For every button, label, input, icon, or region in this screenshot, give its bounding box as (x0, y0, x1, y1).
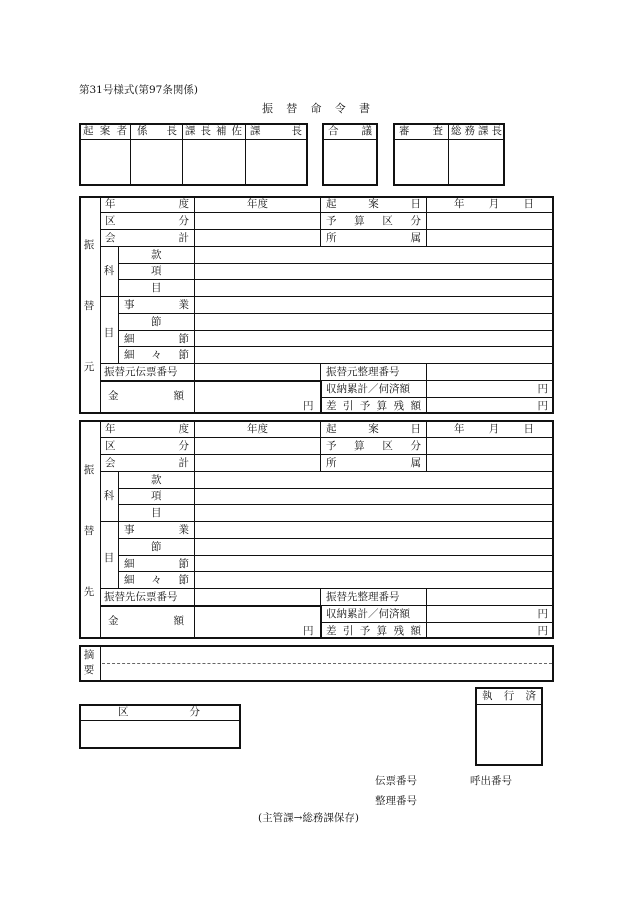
divider (118, 263, 553, 264)
stamp-header-drafter: 起 案 者 (83, 125, 127, 137)
divider (320, 380, 322, 414)
fiscal-year-value: 年度 (247, 423, 268, 435)
date-placeholder: 年 月 日 (454, 198, 534, 210)
divider (100, 246, 553, 247)
title-char: 書 (359, 102, 370, 115)
label-balance: 差 引 予 算 残 額 (326, 625, 421, 637)
label-source-ref-number: 振替元整理番号 (326, 366, 400, 378)
divider (320, 605, 553, 606)
label-moku: 目 (151, 507, 162, 519)
divider (320, 397, 553, 398)
stamp-header-council: 合 議 (328, 125, 372, 137)
yen-unit: 円 (537, 625, 548, 637)
summary-dashed-line (102, 663, 552, 664)
label-kaikei: 会 計 (105, 457, 189, 469)
divider (245, 124, 246, 185)
divider (320, 421, 321, 471)
label-budget-division: 予 算 区 分 (326, 215, 421, 227)
date-placeholder: 年 月 日 (454, 423, 534, 435)
divider (118, 571, 553, 572)
divider (100, 454, 553, 455)
label-setsu: 節 (151, 316, 162, 328)
label-kubun: 区 分 (105, 440, 189, 452)
divider (100, 363, 553, 364)
divider (448, 124, 449, 185)
divider (118, 538, 553, 539)
divider (118, 330, 553, 331)
label-moku: 目 (151, 282, 162, 294)
divider (118, 346, 553, 347)
divider (80, 720, 240, 721)
divider (394, 139, 504, 140)
form-number: 第31号様式(第97条関係) (79, 84, 198, 96)
label-kubun: 区 分 (105, 215, 189, 227)
label-kaikei: 会 計 (105, 232, 189, 244)
divider (320, 622, 553, 623)
label-department: 所 属 (326, 232, 421, 244)
divider (100, 380, 321, 382)
divider (118, 488, 553, 489)
fiscal-year-value: 年度 (247, 198, 268, 210)
label-kou: 項 (151, 265, 162, 277)
slip-number-label: 伝票番号 (375, 775, 417, 787)
label-cumulative: 収納累計／伺済額 (326, 608, 410, 620)
divider (194, 197, 195, 414)
label-cumulative: 収納累計／伺済額 (326, 383, 410, 395)
stamp-header-deputy-manager: 課 長 補 佐 (185, 125, 242, 137)
divider (320, 197, 321, 246)
yen-unit: 円 (537, 608, 548, 620)
label-kou: 項 (151, 490, 162, 502)
divider (118, 504, 553, 505)
divider (118, 246, 119, 363)
label-destination-ref-number: 振替先整理番号 (326, 591, 400, 603)
executed-label: 執 行 済 (482, 690, 536, 702)
divider (426, 197, 427, 246)
divider (323, 139, 377, 140)
title-char: 替 (286, 102, 298, 115)
yen-unit: 円 (303, 400, 314, 412)
divider (130, 124, 131, 185)
label-fiscal-year: 年 度 (105, 198, 189, 210)
divider (100, 296, 553, 297)
label-saisaisetsu: 細 々 節 (124, 349, 189, 361)
label-kamoku: 科 目 (103, 490, 115, 564)
label-amount: 金 額 (108, 390, 184, 402)
destination-side-label: 振 替 先 (83, 464, 95, 598)
divider (100, 229, 553, 230)
divider (118, 555, 553, 556)
label-setsu: 節 (151, 541, 162, 553)
label-balance: 差 引 予 算 残 額 (326, 400, 421, 412)
yen-unit: 円 (303, 625, 314, 637)
yen-unit: 円 (537, 383, 548, 395)
stamp-header-general-affairs: 総 務 課 長 (451, 125, 502, 137)
label-source-slip-number: 振替元伝票番号 (104, 366, 178, 378)
title-char: 振 (262, 102, 273, 115)
divider (426, 588, 427, 638)
stamp-header-review: 審 査 (399, 125, 443, 137)
divider (80, 139, 307, 140)
divider (100, 437, 553, 438)
label-kamoku: 科 目 (103, 265, 115, 339)
reference-number-label: 整理番号 (375, 795, 417, 807)
divider (100, 521, 553, 522)
divider (320, 605, 322, 639)
label-amount: 金 額 (108, 615, 184, 627)
label-fiscal-year: 年 度 (105, 423, 189, 435)
divider (118, 471, 119, 588)
label-kan: 款 (151, 249, 162, 261)
divider (100, 605, 321, 607)
label-jigyou: 事 業 (124, 524, 189, 536)
label-saisaisetsu: 細 々 節 (124, 574, 189, 586)
label-saisetsu: 細 節 (124, 333, 189, 345)
label-kan: 款 (151, 474, 162, 486)
divider (194, 421, 195, 638)
storage-note: (主管課→総務課保存) (258, 812, 359, 824)
stamp-header-chief: 係 長 (137, 125, 177, 137)
divider (100, 212, 553, 213)
divider (426, 363, 427, 413)
summary-label: 摘 要 (83, 649, 95, 676)
label-jigyou: 事 業 (124, 299, 189, 311)
title-char: 令 (334, 102, 346, 115)
label-draft-date: 起 案 日 (326, 198, 421, 210)
divider (100, 646, 101, 681)
call-number-label: 呼出番号 (470, 775, 512, 787)
divider (320, 380, 553, 381)
divider (118, 313, 553, 314)
divider (100, 588, 553, 589)
label-destination-slip-number: 振替先伝票番号 (104, 591, 178, 603)
source-side-label: 振 替 元 (83, 239, 95, 373)
document-title (262, 100, 370, 116)
divider (118, 279, 553, 280)
divider (476, 704, 542, 705)
title-char: 命 (310, 102, 322, 115)
divider (182, 124, 183, 185)
label-saisetsu: 細 節 (124, 558, 189, 570)
label-department: 所 属 (326, 457, 421, 469)
division-box-label: 区 分 (118, 706, 200, 718)
label-draft-date: 起 案 日 (326, 423, 421, 435)
divider (426, 421, 427, 471)
yen-unit: 円 (537, 400, 548, 412)
stamp-header-manager: 課 長 (250, 125, 302, 137)
label-budget-division: 予 算 区 分 (326, 440, 421, 452)
divider (100, 471, 553, 472)
